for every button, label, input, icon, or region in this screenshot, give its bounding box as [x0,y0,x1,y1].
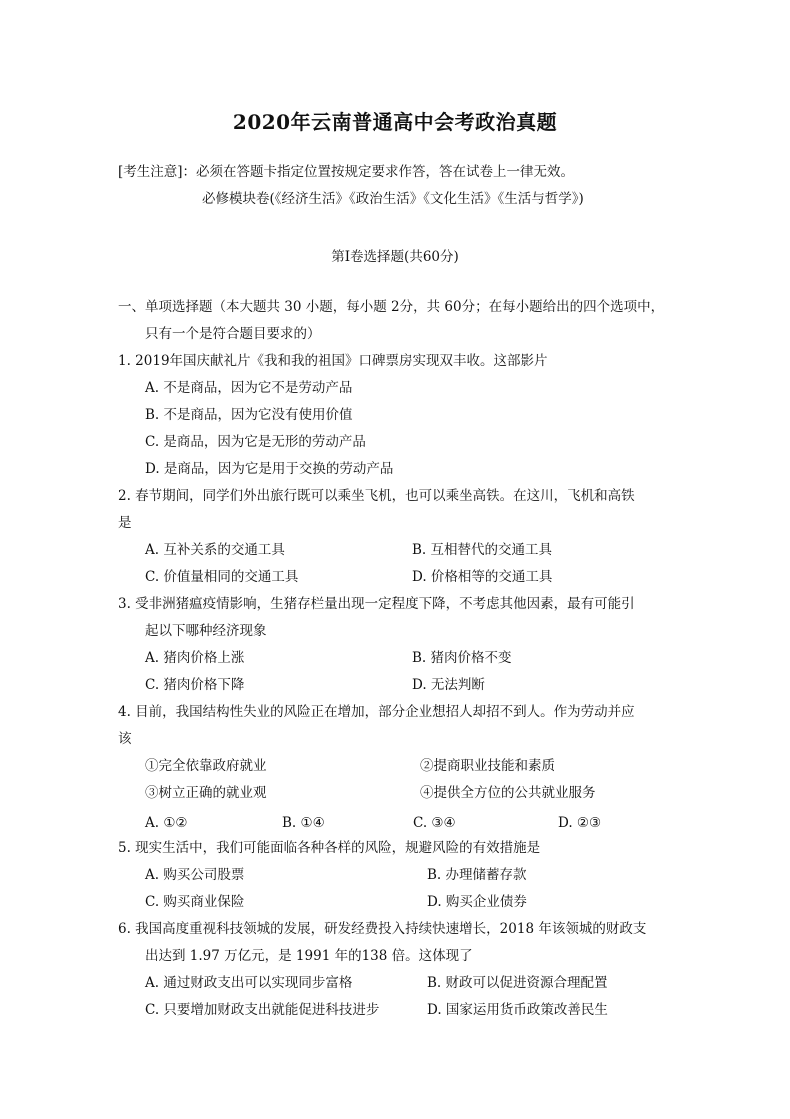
question-3-option-a: A. 猪肉价格上涨 [145,650,245,666]
question-5-option-c: C. 购买商业保险 [145,894,245,910]
question-1-option-b: B. 不是商品，因为它没有使用价值 [145,407,353,423]
question-1-option-d: D. 是商品，因为它是用于交换的劳动产品 [145,461,394,477]
question-3-stem: 3. 受非洲猪瘟疫情影响，生猪存栏量出现一定程度下降，不考虑其他因素，最有可能引 [118,596,635,612]
question-4-stem: 4. 目前，我国结构性失业的风险正在增加，部分企业想招人却招不到人。作为劳动并应 [118,704,635,720]
question-4-option-a: A. ①② [145,815,188,831]
question-4-stem-cont: 该 [118,731,132,747]
question-2-stem-cont: 是 [118,515,132,531]
question-4-option-d: D. ②③ [558,815,602,831]
question-2-option-d: D. 价格相等的交通工具 [412,569,553,585]
question-5-option-d: D. 购买企业债券 [427,894,527,910]
section-header-line2: 只有一个是符合题目要求的） [145,326,321,342]
question-6-option-d: D. 国家运用货币政策改善民生 [427,1002,608,1018]
question-4-option-b: B. ①④ [282,815,325,831]
part-title: 第Ⅰ卷选择题(共60分) [331,249,459,265]
question-1-option-c: C. 是商品，因为它是无形的劳动产品 [145,434,366,450]
section-header-line1: 一、单项选择题（本大题共 30 小题，每小题 2分，共 60分；在每小题给出的四个选项中， [118,299,665,315]
question-4-statement-2: ②提商职业技能和素质 [420,758,555,774]
question-2-option-a: A. 互补关系的交通工具 [145,542,285,558]
question-6-option-a: A. 通过财政支出可以实现同步富格 [145,975,353,991]
question-3-stem-cont: 起以下哪种经济现象 [145,623,267,639]
question-4-statement-1: ①完全依靠政府就业 [145,758,267,774]
question-2-option-c: C. 价值量相同的交通工具 [145,569,299,585]
question-4-option-c: C. ③④ [413,815,456,831]
question-2-option-b: B. 互相替代的交通工具 [412,542,553,558]
exam-notice: [考生注意]：必须在答题卡指定位置按规定要求作答，答在试卷上一律无效。 [118,164,575,180]
question-5-stem: 5. 现实生活中，我们可能面临各种各样的风险，规避风险的有效措施是 [118,840,541,856]
question-4-statement-4: ④提供全方位的公共就业服务 [420,785,596,801]
module-line: 必修模块卷(《经济生活》《政治生活》《文化生活》《生活与哲学》) [202,191,584,207]
question-2-stem: 2. 春节期间，同学们外出旅行既可以乘坐飞机，也可以乘坐高铁。在这川，飞机和高铁 [118,488,635,504]
question-1-stem: 1. 2019年国庆献礼片《我和我的祖国》口碑票房实现双丰收。这部影片 [118,353,548,369]
question-1-option-a: A. 不是商品，因为它不是劳动产品 [145,380,353,396]
page-title: 2020年云南普通高中会考政治真题 [232,110,558,134]
question-5-option-a: A. 购买公司股票 [145,867,245,883]
question-3-option-d: D. 无法判断 [412,677,485,693]
question-5-option-b: B. 办理储蓄存款 [427,867,527,883]
question-6-stem: 6. 我国高度重视科技领城的发展，研发经费投入持续快速增长，2018 年该领城的财政支 [118,921,647,937]
question-6-stem-cont: 出达到 1.97 万亿元，是 1991 年的138 倍。这体现了 [145,948,473,964]
question-3-option-c: C. 猪肉价格下降 [145,677,245,693]
question-6-option-c: C. 只要增加财政支出就能促进科技进步 [145,1002,380,1018]
question-3-option-b: B. 猪肉价格不变 [412,650,512,666]
question-4-statement-3: ③树立正确的就业观 [145,785,267,801]
question-6-option-b: B. 财政可以促进资源合理配置 [427,975,608,991]
